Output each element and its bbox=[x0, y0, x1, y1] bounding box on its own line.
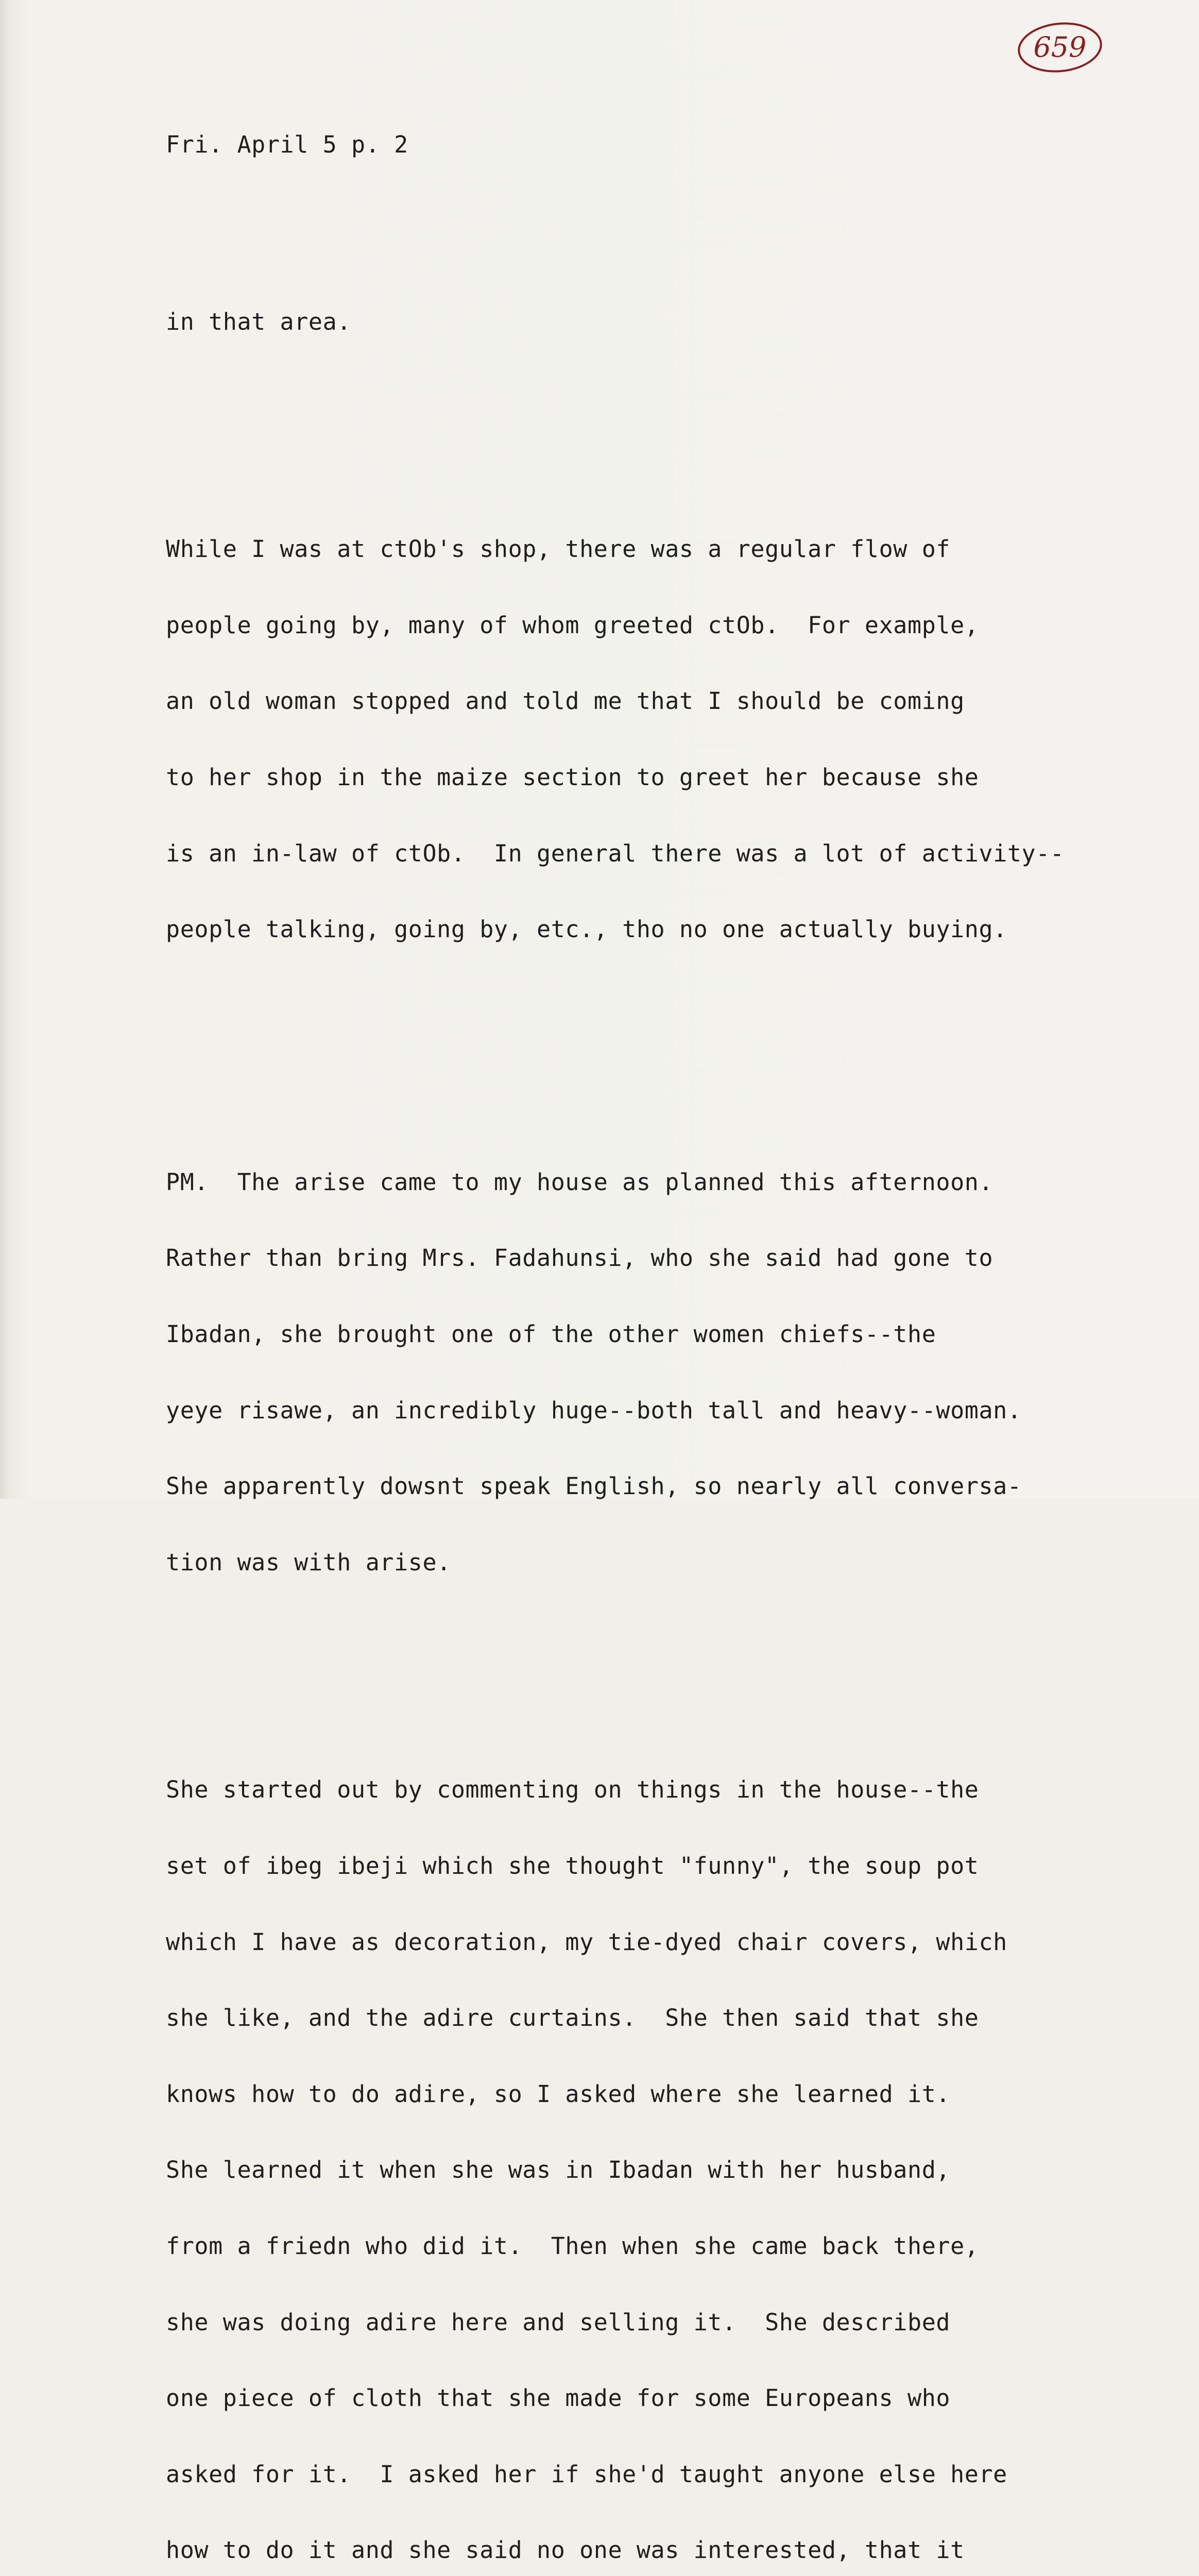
paragraph-1 bbox=[166, 258, 1186, 385]
paragraph-4 bbox=[166, 1726, 1186, 2576]
text-line: set of ibeg ibeji which she thought "funny", the soup pot bbox=[166, 1852, 979, 1879]
text-line: she like, and the adire curtains. She then said that she bbox=[166, 2004, 979, 2032]
text-line: She apparently dowsnt speak English, so nearly all conversa- bbox=[166, 1472, 1022, 1500]
text-line: asked for it. I asked her if she'd taught anyone else here bbox=[166, 2460, 1007, 2488]
paragraph-2 bbox=[166, 486, 1186, 993]
text-line: in that area. bbox=[166, 308, 351, 335]
text-line: yeye risawe, an incredibly huge--both tall and heavy--woman. bbox=[166, 1396, 1022, 1424]
text-line: PM. The arise came to my house as planned this afternoon. bbox=[166, 1168, 994, 1196]
text-line: people talking, going by, etc., tho no one actually buying. bbox=[166, 916, 1007, 943]
text-line: people going by, many of whom greeted ctOb. For example, bbox=[166, 611, 979, 639]
text-line: to her shop in the maize section to greet her because she bbox=[166, 764, 979, 791]
text-line: she was doing adire here and selling it. She described bbox=[166, 2308, 951, 2336]
text-line: is an in-law of ctOb. In general there was a lot of activity-- bbox=[166, 839, 1065, 867]
text-line: She learned it when she was in Ibadan with her husband, bbox=[166, 2156, 951, 2184]
text-line: She started out by commenting on things in the house--the bbox=[166, 1776, 979, 1804]
typed-text-body bbox=[166, 81, 1186, 2576]
text-line: an old woman stopped and told me that I should be coming bbox=[166, 687, 965, 715]
text-line: which I have as decoration, my tie-dyed chair covers, which bbox=[166, 1928, 1007, 1956]
page-header: Fri. April 5 p. 2 bbox=[166, 131, 408, 159]
paragraph-3 bbox=[166, 1118, 1186, 1625]
text-line: tion was with arise. bbox=[166, 1548, 451, 1576]
text-line: Rather than bring Mrs. Fadahunsi, who she said had gone to bbox=[166, 1244, 994, 1272]
text-line: how to do it and she said no one was interested, that it bbox=[166, 2536, 965, 2564]
handwritten-circle-icon bbox=[1016, 19, 1104, 76]
text-line: from a friedn who did it. Then when she came back there, bbox=[166, 2232, 979, 2260]
text-line: While I was at ctOb's shop, there was a regular flow of bbox=[166, 535, 951, 563]
text-line: knows how to do adire, so I asked where she learned it. bbox=[166, 2080, 951, 2108]
page-number-stamp bbox=[1016, 19, 1104, 76]
text-line: one piece of cloth that she made for some Europeans who bbox=[166, 2384, 951, 2412]
text-line: Ibadan, she brought one of the other women chiefs--the bbox=[166, 1320, 936, 1348]
page-number-text: 659 bbox=[1033, 31, 1087, 63]
